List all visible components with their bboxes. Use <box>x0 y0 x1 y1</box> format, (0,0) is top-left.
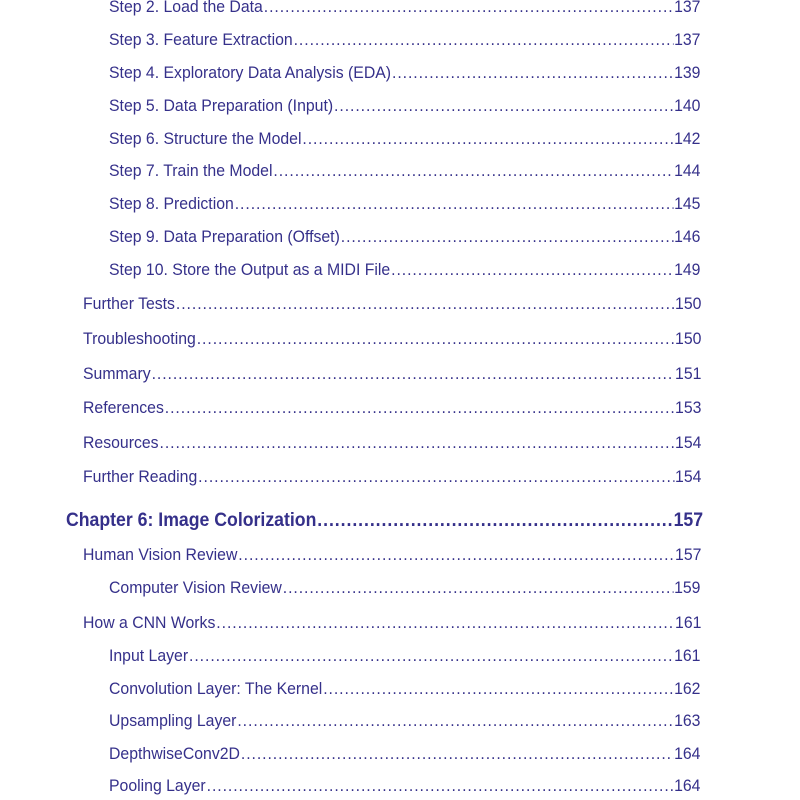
dot-leader <box>198 467 674 487</box>
toc-entry-step-3-feature-extraction[interactable] <box>109 30 700 50</box>
toc-page-number: 154 <box>675 467 702 486</box>
dot-leader <box>294 30 674 50</box>
toc-entry-further-reading[interactable] <box>83 467 701 487</box>
toc-entry-label: Human Vision Review <box>83 545 238 564</box>
toc-page-number: 145 <box>674 194 701 213</box>
toc-entry-label: Troubleshooting <box>83 329 196 348</box>
dot-leader <box>235 194 673 214</box>
toc-entry-step-4-eda[interactable] <box>109 63 700 83</box>
dot-leader <box>273 161 673 181</box>
dot-leader <box>197 329 674 349</box>
toc-entry-pooling-layer[interactable] <box>109 776 700 796</box>
toc-page-number: 146 <box>674 227 701 246</box>
toc-entry-label: Further Tests <box>83 294 175 313</box>
toc-entry-label: Computer Vision Review <box>109 578 282 597</box>
toc-entry-upsampling-layer[interactable] <box>109 711 700 731</box>
toc-entry-label: Step 6. Structure the Model <box>109 129 302 148</box>
toc-page-number: 150 <box>675 329 702 348</box>
toc-entry-label: Convolution Layer: The Kernel <box>109 679 323 698</box>
toc-entry-step-9-data-preparation-offset[interactable] <box>109 227 700 247</box>
dot-leader <box>152 364 675 384</box>
toc-entry-label: Step 10. Store the Output as a MIDI File <box>109 260 391 279</box>
toc-page-number: 154 <box>675 433 702 452</box>
toc-entry-label: References <box>83 398 164 417</box>
toc-page-number: 142 <box>674 129 701 148</box>
dot-leader <box>302 129 673 149</box>
toc-page-number: 161 <box>674 646 701 665</box>
toc-entry-troubleshooting[interactable] <box>83 329 701 349</box>
toc-entry-label: Step 8. Prediction <box>109 194 234 213</box>
toc-page-number: 150 <box>675 294 702 313</box>
toc-entry-label: Step 4. Exploratory Data Analysis (EDA) <box>109 63 392 82</box>
toc-entry-step-6-structure-the-model[interactable] <box>109 129 700 149</box>
toc-page-number: 139 <box>674 63 701 82</box>
toc-entry-step-10-store-output-midi[interactable] <box>109 260 700 280</box>
toc-entry-label: Step 3. Feature Extraction <box>109 30 293 49</box>
toc-entry-label: Further Reading <box>83 467 198 486</box>
toc-entry-label: Step 5. Data Preparation (Input) <box>109 96 334 115</box>
toc-entry-label: How a CNN Works <box>83 613 216 632</box>
toc-chapter-6-image-colorization[interactable] <box>66 510 703 532</box>
dot-leader <box>165 398 674 418</box>
toc-entry-label: DepthwiseConv2D <box>109 744 240 763</box>
dot-leader <box>160 433 675 453</box>
toc-entry-label: Input Layer <box>109 646 189 665</box>
dot-leader <box>341 227 673 247</box>
toc-entry-label: Summary <box>83 364 151 383</box>
toc-entry-depthwiseconv2d[interactable] <box>109 744 700 764</box>
dot-leader <box>189 646 673 666</box>
toc-page-number: 153 <box>675 398 702 417</box>
toc-entry-step-7-train-the-model[interactable] <box>109 161 700 181</box>
dot-leader <box>237 711 673 731</box>
toc-page-number: 162 <box>674 679 701 698</box>
toc-page-number: 149 <box>674 260 701 279</box>
dot-leader <box>283 578 673 598</box>
toc-entry-convolution-layer-kernel[interactable] <box>109 679 700 699</box>
toc-page-number: 159 <box>674 578 701 597</box>
toc-entry-input-layer[interactable] <box>109 646 700 666</box>
toc-page-number: 137 <box>674 30 701 49</box>
toc-page-number: 151 <box>675 364 702 383</box>
toc-entry-references[interactable] <box>83 398 701 418</box>
toc-page-number: 157 <box>675 545 702 564</box>
toc-page-number: 137 <box>674 0 701 16</box>
toc-entry-label: Step 2. Load the Data <box>109 0 263 16</box>
toc-entry-label: Upsampling Layer <box>109 711 237 730</box>
toc-page-number: 163 <box>674 711 701 730</box>
toc-page-number: 157 <box>673 510 704 531</box>
toc-page-number: 164 <box>674 776 701 795</box>
toc-entry-computer-vision-review[interactable] <box>109 578 700 598</box>
dot-leader <box>241 744 673 764</box>
toc-entry-resources[interactable] <box>83 433 701 453</box>
toc-entry-label: Pooling Layer <box>109 776 206 795</box>
toc-entry-label: Step 7. Train the Model <box>109 161 273 180</box>
dot-leader <box>216 613 674 633</box>
dot-leader <box>264 0 673 17</box>
toc-entry-step-2-load-the-data[interactable] <box>109 0 700 17</box>
toc-page-number: 144 <box>674 161 701 180</box>
toc-page-number: 140 <box>674 96 701 115</box>
dot-leader <box>391 260 673 280</box>
toc-entry-further-tests[interactable] <box>83 294 701 314</box>
toc-chapter-label: Chapter 6: Image Colorization <box>66 510 317 531</box>
toc-entry-label: Resources <box>83 433 159 452</box>
toc-entry-summary[interactable] <box>83 364 701 384</box>
toc-entry-how-a-cnn-works[interactable] <box>83 613 701 633</box>
dot-leader <box>392 63 673 83</box>
toc-page-number: 164 <box>674 744 701 763</box>
dot-leader <box>207 776 674 796</box>
toc-entry-label: Step 9. Data Preparation (Offset) <box>109 227 340 246</box>
dot-leader <box>176 294 674 314</box>
dot-leader <box>334 96 673 116</box>
dot-leader <box>238 545 674 565</box>
toc-entry-step-8-prediction[interactable] <box>109 194 700 214</box>
dot-leader <box>323 679 673 699</box>
toc-entry-step-5-data-preparation-input[interactable] <box>109 96 700 116</box>
dot-leader <box>317 510 672 532</box>
toc-entry-human-vision-review[interactable] <box>83 545 701 565</box>
toc-page-number: 161 <box>675 613 702 632</box>
